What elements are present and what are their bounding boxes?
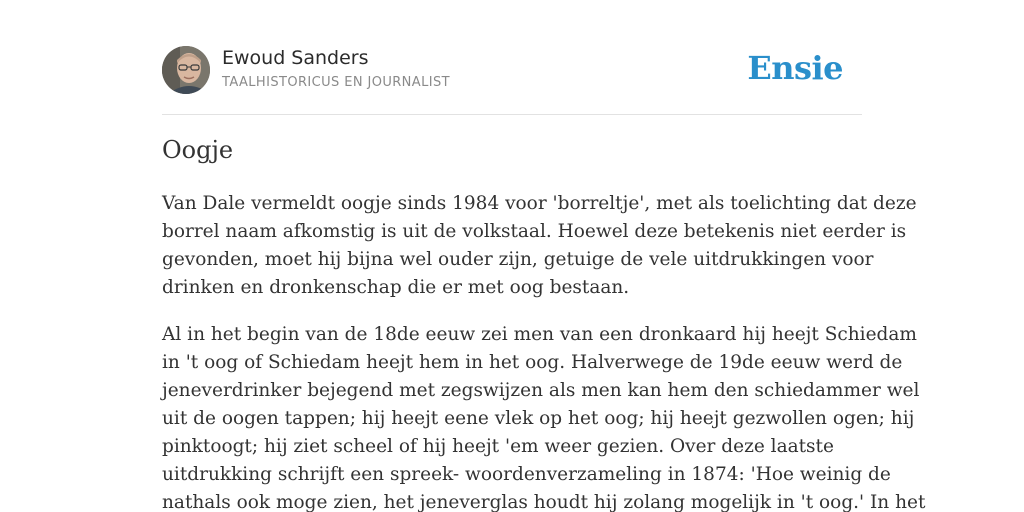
text-line: borrel naam afkomstig is uit de volkstaal. Hoewel deze betekenis niet eerder is	[162, 221, 907, 242]
author-avatar[interactable]	[162, 46, 210, 94]
author-role: TAALHISTORICUS EN JOURNALIST	[222, 75, 450, 90]
article-body	[162, 190, 926, 512]
text-line: in 't oog of Schiedam heejt hem in het oog. Halverwege de 19de eeuw werd de	[162, 352, 903, 373]
text-line: uitdrukking schrijft een spreek- woordenverzameling in 1874: 'Hoe weinig de	[162, 464, 891, 485]
text-line: Al in het begin van de 18de eeuw zei men van een dronkaard hij heejt Schiedam	[162, 324, 917, 345]
text-line: Van Dale vermeldt oogje sinds 1984 voor 'borreltje', met als toelichting dat deze	[162, 193, 917, 214]
text-line: uit de oogen tappen; hij heejt eene vlek op het oog; hij heejt gezwollen ogen; hij	[162, 408, 915, 429]
paragraph	[162, 190, 917, 302]
text-line: pinktoogt; hij ziet scheel of hij heejt 'em weer gezien. Over deze laatste	[162, 436, 834, 457]
text-line: gevonden, moet hij bijna wel ouder zijn, getuige de vele uitdrukkingen voor	[162, 249, 874, 270]
author-name[interactable]: Ewoud Sanders	[222, 47, 369, 69]
paragraph	[162, 321, 926, 512]
text-line: jeneverdrinker bejegend met zegswijzen als men kan hem den schiedammer wel	[162, 380, 920, 401]
brand-logo[interactable]: Ensie	[747, 49, 843, 87]
article-header	[162, 46, 862, 115]
text-line: drinken en dronkenschap die er met oog bestaan.	[162, 277, 630, 298]
text-line: nathals ook moge zien, het jeneverglas houdt hij zolang mogelijk in 't oog.' In het	[162, 492, 926, 512]
avatar-image	[162, 46, 210, 94]
article-title: Oogje	[162, 136, 234, 164]
